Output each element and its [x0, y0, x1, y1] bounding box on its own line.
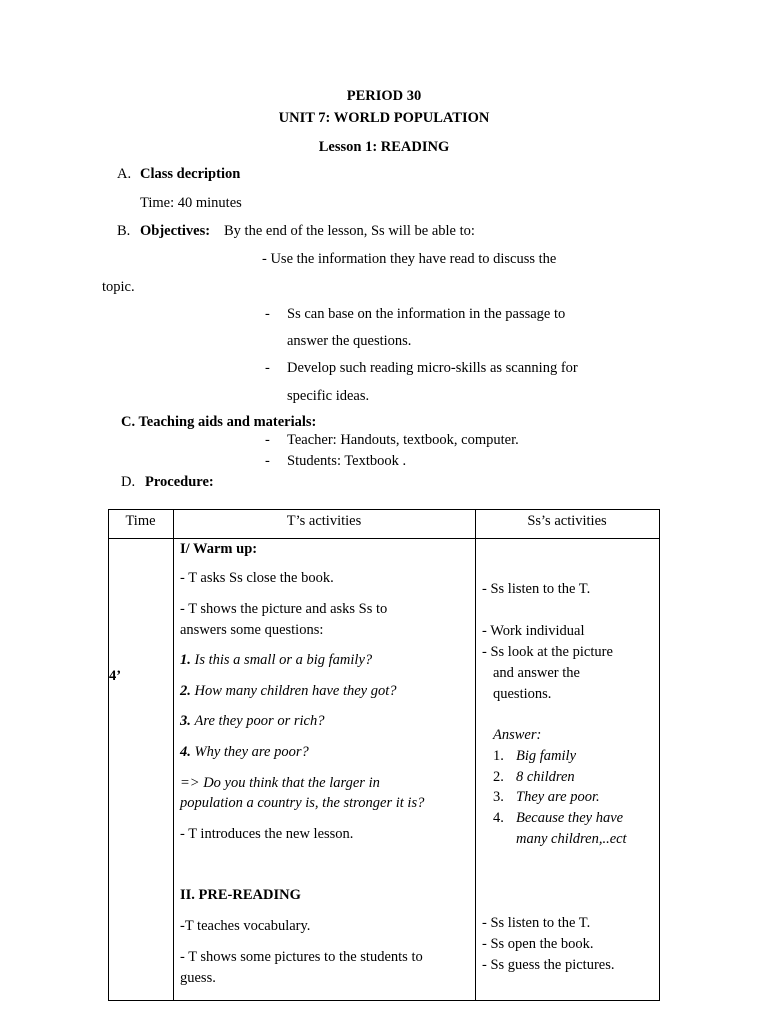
student-step-3-line3: questions.	[493, 686, 552, 702]
procedure-table	[108, 509, 660, 1001]
section-a-heading: Class decription	[140, 166, 241, 182]
question-3-text: Are they poor or rich?	[194, 713, 325, 729]
section-d-heading: Procedure:	[145, 474, 214, 490]
answer-1-text: Big family	[516, 748, 577, 764]
answer-4-line2: many children,..ect	[516, 831, 627, 847]
teacher-step-2-line1: - T shows the picture and asks Ss to	[180, 601, 388, 617]
answer-4-number: 4.	[493, 810, 504, 826]
material-2-dash: -	[265, 453, 270, 469]
student-step-6: - Ss guess the pictures.	[482, 957, 615, 973]
material-2: Students: Textbook .	[287, 453, 407, 469]
header-time: Time	[125, 513, 156, 529]
teacher-step-5-line1: - T shows some pictures to the students to	[180, 949, 423, 965]
teacher-step-2-line2: answers some questions:	[180, 622, 324, 638]
objective-2-dash: -	[265, 306, 270, 322]
student-step-3-line2: and answer the	[493, 665, 580, 681]
question-3-number: 3.	[180, 713, 191, 729]
answer-label: Answer:	[493, 727, 542, 743]
question-4-text: Why they are poor?	[194, 744, 309, 760]
material-1: Teacher: Handouts, textbook, computer.	[287, 432, 519, 448]
teacher-step-5-line2: guess.	[180, 970, 216, 986]
question-2	[180, 681, 397, 702]
header-teacher-activities: T’s activities	[286, 513, 362, 529]
period-title: PERIOD 30	[346, 88, 422, 104]
header-student-activities: Ss’s activities	[527, 513, 607, 529]
class-time: Time: 40 minutes	[140, 195, 242, 211]
objective-3-line2: specific ideas.	[287, 388, 370, 404]
teacher-step-4: -T teaches vocabulary.	[180, 918, 311, 934]
student-step-3-line1: - Ss look at the picture	[482, 644, 613, 660]
teacher-step-1: - T asks Ss close the book.	[180, 570, 334, 586]
question-4	[180, 742, 309, 763]
question-1-number: 1.	[180, 652, 191, 668]
answer-3-number: 3.	[493, 789, 504, 805]
teacher-step-3: - T introduces the new lesson.	[180, 826, 354, 842]
student-step-1: - Ss listen to the T.	[482, 581, 591, 597]
answer-3-text: They are poor.	[516, 789, 600, 805]
question-5-line2: population a country is, the stronger it is?	[180, 795, 425, 811]
student-step-2: - Work individual	[482, 623, 585, 639]
objective-3-dash: -	[265, 360, 270, 376]
time-value: 4’	[109, 668, 122, 684]
student-step-4: - Ss listen to the T.	[482, 915, 591, 931]
question-1-text: Is this a small or a big family?	[194, 652, 373, 668]
question-1	[180, 650, 372, 671]
section-c-heading: C. Teaching aids and materials:	[121, 414, 317, 430]
section-a-marker: A.	[117, 166, 132, 182]
objective-3-line1: Develop such reading micro-skills as scanning for	[287, 360, 578, 376]
question-2-number: 2.	[180, 683, 191, 699]
section-b-heading: Objectives:	[140, 223, 211, 239]
objective-2-line2: answer the questions.	[287, 333, 412, 349]
question-5-line1: => Do you think that the larger in	[180, 775, 380, 791]
answer-2-text: 8 children	[516, 769, 575, 785]
objective-2-line1: Ss can base on the information in the passage to	[287, 306, 566, 322]
objectives-intro: By the end of the lesson, Ss will be able to:	[224, 223, 475, 239]
warmup-heading: I/ Warm up:	[180, 541, 258, 557]
objective-1-line1: - Use the information they have read to discuss the	[262, 251, 557, 267]
lesson-title: Lesson 1: READING	[318, 139, 450, 155]
question-4-number: 4.	[180, 744, 191, 760]
objective-1-line2: topic.	[102, 279, 135, 295]
material-1-dash: -	[265, 432, 270, 448]
question-2-text: How many children have they got?	[194, 683, 397, 699]
answer-1-number: 1.	[493, 748, 504, 764]
student-step-5: - Ss open the book.	[482, 936, 594, 952]
answer-2-number: 2.	[493, 769, 504, 785]
section-d-marker: D.	[121, 474, 136, 490]
prereading-heading: II. PRE-READING	[180, 887, 301, 903]
unit-title: UNIT 7: WORLD POPULATION	[278, 110, 490, 126]
answer-4-text: Because they have	[516, 810, 624, 826]
section-b-marker: B.	[117, 223, 131, 239]
question-3	[180, 711, 324, 732]
